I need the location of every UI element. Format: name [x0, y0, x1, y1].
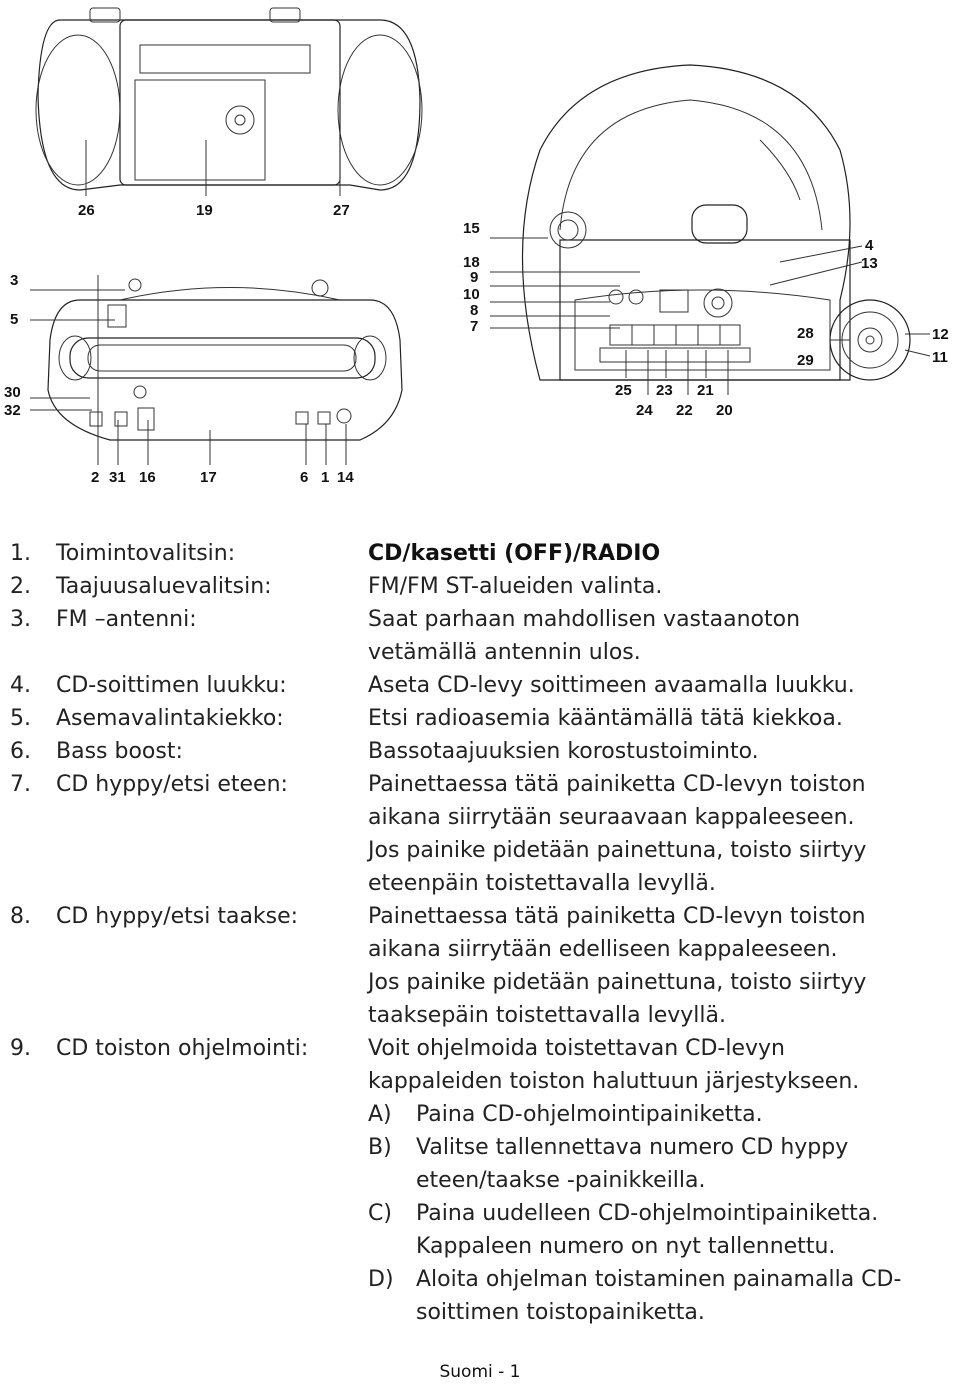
callout-8: 8 — [470, 302, 479, 319]
callout-24: 24 — [636, 402, 653, 419]
item-term: CD hyppy/etsi eteen: — [56, 772, 288, 797]
description-line: Saat parhaan mahdollisen vastaanoton — [368, 607, 801, 632]
description-line: Etsi radioasemia kääntämällä tätä kiekkoa. — [368, 706, 843, 731]
item-term: Toimintovalitsin: — [56, 541, 236, 566]
callout-21: 21 — [697, 382, 714, 399]
callout-5: 5 — [10, 311, 19, 328]
item-number: 5. — [10, 706, 31, 731]
callout-11: 11 — [932, 349, 948, 366]
program-step — [368, 1197, 950, 1263]
step-line: Valitse tallennettava numero CD hyppy — [416, 1135, 849, 1160]
callout-23: 23 — [656, 382, 673, 399]
program-step — [368, 1131, 950, 1197]
callout-10: 10 — [463, 286, 480, 303]
callout-20: 20 — [716, 402, 733, 419]
step-line: Kappaleen numero on nyt tallennettu. — [416, 1234, 836, 1259]
step-line: eteen/taakse -painikkeilla. — [416, 1168, 706, 1193]
item-description — [368, 603, 950, 669]
item-number: 7. — [10, 772, 31, 797]
callout-17: 17 — [200, 469, 217, 486]
step-letter: C) — [368, 1201, 392, 1226]
step-text — [416, 1098, 950, 1131]
callout-32: 32 — [4, 402, 21, 419]
step-letter: D) — [368, 1267, 394, 1292]
list-item — [10, 702, 950, 735]
callout-30: 30 — [4, 384, 21, 401]
program-step — [368, 1263, 950, 1329]
item-number: 6. — [10, 739, 31, 764]
step-line: Aloita ohjelman toistaminen painamalla CD- — [416, 1267, 902, 1292]
description-line: aikana siirrytään edelliseen kappaleeseen. — [368, 937, 838, 962]
product-diagram — [0, 0, 960, 500]
callout-19: 19 — [196, 202, 213, 219]
back-view-drawing — [36, 8, 422, 196]
list-item — [10, 900, 950, 1032]
callout-4: 4 — [865, 237, 874, 254]
item-term: CD hyppy/etsi taakse: — [56, 904, 299, 929]
item-number: 9. — [10, 1036, 31, 1061]
list-item — [10, 735, 950, 768]
list-item — [10, 537, 950, 570]
callout-28: 28 — [797, 325, 814, 342]
description-line: CD/kasetti (OFF)/RADIO — [368, 541, 661, 566]
item-description — [368, 900, 950, 1032]
item-number: 1. — [10, 541, 31, 566]
item-term: CD toiston ohjelmointi: — [56, 1036, 309, 1061]
callout-16: 16 — [139, 469, 156, 486]
callout-9: 9 — [470, 269, 479, 286]
item-description — [368, 570, 950, 603]
callout-31: 31 — [109, 469, 126, 486]
description-line: Painettaessa tätä painiketta CD-levyn toiston — [368, 772, 866, 797]
callout-15: 15 — [463, 220, 480, 237]
callout-12: 12 — [932, 326, 949, 343]
callout-6: 6 — [300, 469, 309, 486]
list-item — [10, 1032, 950, 1329]
callout-3: 3 — [10, 272, 19, 289]
feature-list — [10, 537, 950, 1329]
description-line: eteenpäin toistettavalla levyllä. — [368, 871, 716, 896]
callout-7: 7 — [470, 318, 479, 335]
list-item — [10, 768, 950, 900]
description-line: Voit ohjelmoida toistettavan CD-levyn — [368, 1036, 786, 1061]
boombox-illustration — [0, 0, 960, 500]
description-line: Bassotaajuuksien korostustoiminto. — [368, 739, 759, 764]
item-description — [368, 768, 950, 900]
step-text — [416, 1197, 950, 1263]
callout-22: 22 — [676, 402, 693, 419]
item-description — [368, 702, 950, 735]
description-line: Jos painike pidetään painettuna, toisto siirtyy — [368, 970, 867, 995]
item-term: Asemavalintakiekko: — [56, 706, 284, 731]
description-line: aikana siirrytään seuraavaan kappaleeseen. — [368, 805, 855, 830]
callout-27: 27 — [333, 202, 350, 219]
list-item — [10, 669, 950, 702]
item-term: Bass boost: — [56, 739, 183, 764]
item-description — [368, 537, 950, 570]
item-term: FM –antenni: — [56, 607, 197, 632]
callout-1: 1 — [321, 469, 330, 486]
step-letter: A) — [368, 1102, 392, 1127]
program-step — [368, 1098, 950, 1131]
step-text — [416, 1263, 950, 1329]
item-number: 4. — [10, 673, 31, 698]
item-description — [368, 1032, 950, 1329]
callout-26: 26 — [78, 202, 95, 219]
callout-2: 2 — [91, 469, 100, 486]
page-footer: Suomi - 1 — [439, 1362, 521, 1382]
top-view-drawing — [30, 275, 402, 465]
callout-14: 14 — [337, 469, 354, 486]
item-term: Taajuusaluevalitsin: — [56, 574, 272, 599]
step-line: soittimen toistopainiketta. — [416, 1300, 705, 1325]
description-line: kappaleiden toiston haluttuun järjestykseen. — [368, 1069, 860, 1094]
callout-13: 13 — [861, 255, 878, 272]
item-number: 2. — [10, 574, 31, 599]
item-term: CD-soittimen luukku: — [56, 673, 287, 698]
description-line: FM/FM ST-alueiden valinta. — [368, 574, 663, 599]
step-text — [416, 1131, 950, 1197]
description-line: Aseta CD-levy soittimeen avaamalla luukku. — [368, 673, 855, 698]
item-description — [368, 669, 950, 702]
list-item — [10, 603, 950, 669]
list-item — [10, 570, 950, 603]
description-line: vetämällä antennin ulos. — [368, 640, 641, 665]
description-line: taaksepäin toistettavalla levyllä. — [368, 1003, 726, 1028]
callout-18: 18 — [463, 254, 480, 271]
callout-25: 25 — [615, 382, 632, 399]
description-line: Painettaessa tätä painiketta CD-levyn toiston — [368, 904, 866, 929]
front-view-drawing — [490, 65, 930, 395]
item-number: 8. — [10, 904, 31, 929]
callout-29: 29 — [797, 352, 814, 369]
step-line: Paina CD-ohjelmointipainiketta. — [416, 1102, 763, 1127]
item-number: 3. — [10, 607, 31, 632]
step-letter: B) — [368, 1135, 392, 1160]
step-line: Paina uudelleen CD-ohjelmointipainiketta. — [416, 1201, 879, 1226]
item-description — [368, 735, 950, 768]
description-line: Jos painike pidetään painettuna, toisto siirtyy — [368, 838, 867, 863]
